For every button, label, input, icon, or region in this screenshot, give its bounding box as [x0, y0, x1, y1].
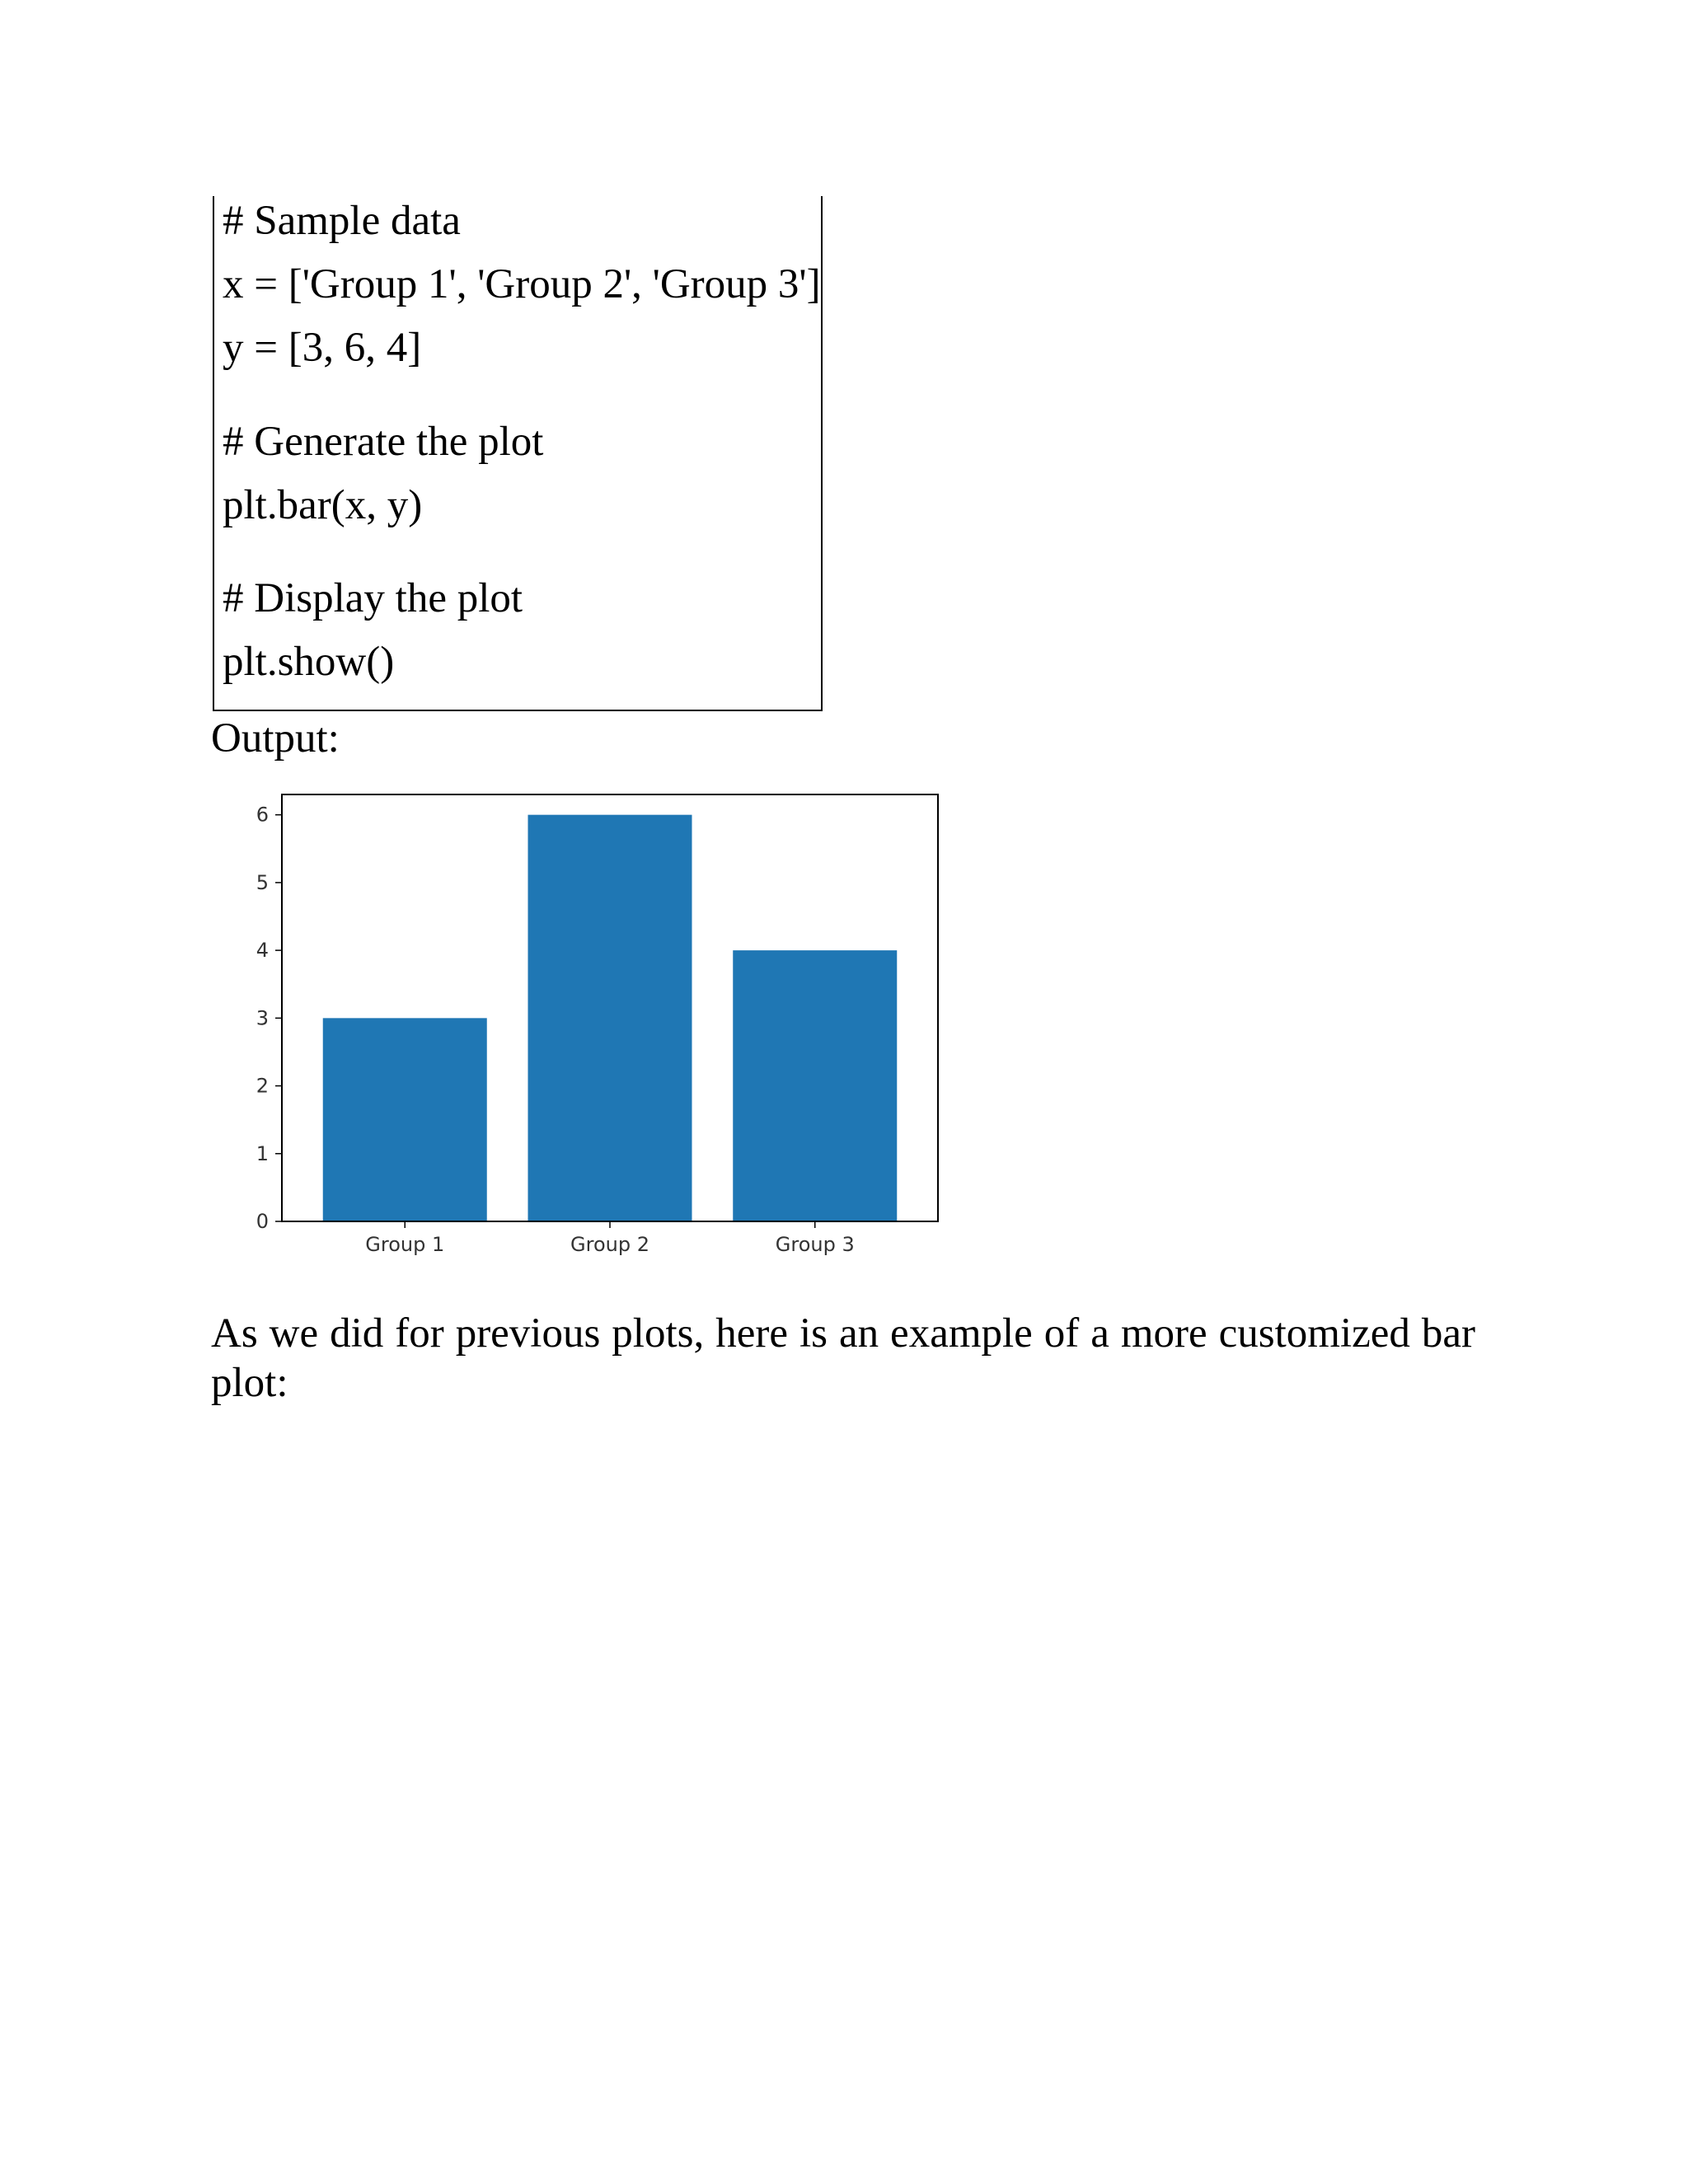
- x-tick-label: Group 2: [570, 1233, 649, 1256]
- bar-group-3: [733, 950, 897, 1221]
- code-line-comment-generate: # Generate the plot: [223, 419, 544, 465]
- code-line-comment-display: # Display the plot: [223, 575, 523, 621]
- x-tick-label: Group 3: [775, 1233, 855, 1256]
- bar-group-1: [323, 1018, 487, 1221]
- code-line-plt-show: plt.show(): [223, 639, 395, 685]
- y-tick-label: 0: [256, 1210, 269, 1233]
- y-tick-label: 3: [256, 1006, 269, 1030]
- y-tick-label: 6: [256, 803, 269, 827]
- bar-group-2: [528, 815, 692, 1221]
- code-block: [213, 196, 823, 711]
- code-line-y-assignment: y = [3, 6, 4]: [223, 325, 422, 371]
- code-line-plt-bar: plt.bar(x, y): [223, 482, 423, 528]
- y-tick-label: 1: [256, 1141, 269, 1165]
- code-line-comment-sample-data: # Sample data: [223, 198, 461, 244]
- output-label: Output:: [211, 715, 340, 762]
- code-line-x-assignment: x = ['Group 1', 'Group 2', 'Group 3']: [223, 261, 821, 307]
- x-tick-label: Group 1: [365, 1233, 445, 1256]
- y-tick-label: 2: [256, 1074, 269, 1098]
- y-tick-label: 4: [256, 939, 269, 963]
- bar-chart: [232, 783, 958, 1261]
- body-paragraph: As we did for previous plots, here is an example of a more customized bar plot:: [211, 1310, 1475, 1406]
- y-tick-label: 5: [256, 870, 269, 894]
